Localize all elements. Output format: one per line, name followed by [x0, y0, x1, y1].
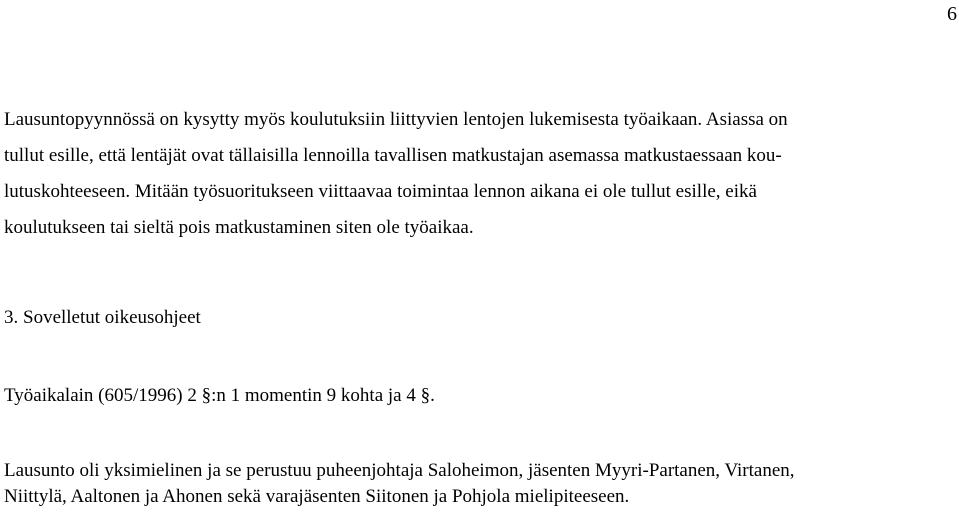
intro-line: lutuskohteeseen. Mitään työsuoritukseen viittaavaa toimintaa lennon aikana ei ole tullut esille, eikä	[4, 181, 757, 202]
section-heading: 3. Sovelletut oikeusohjeet	[4, 307, 201, 328]
intro-line: tullut esille, että lentäjät ovat tällaisilla lennoilla tavallisen matkustajan asemassa matkustaessaan kou-	[4, 145, 782, 166]
page-number: 6	[947, 3, 957, 25]
conclusion-line: Lausunto oli yksimielinen ja se perustuu puheenjohtaja Saloheimon, jäsenten Myyri-Partanen, Virtanen,	[4, 460, 795, 481]
legal-reference: Työaikalain (605/1996) 2 §:n 1 momentin 9 kohta ja 4 §.	[4, 385, 435, 406]
conclusion-paragraph	[4, 458, 944, 510]
intro-paragraph	[4, 102, 944, 246]
conclusion-line: Niittylä, Aaltonen ja Ahonen sekä varajäsenten Siitonen ja Pohjola mielipiteeseen.	[4, 486, 630, 507]
intro-line: koulutukseen tai sieltä pois matkustaminen siten ole työaikaa.	[4, 217, 474, 238]
intro-line: Lausuntopyynnössä on kysytty myös koulutuksiin liittyvien lentojen lukemisesta työaikaan. Asiassa on	[4, 109, 788, 130]
